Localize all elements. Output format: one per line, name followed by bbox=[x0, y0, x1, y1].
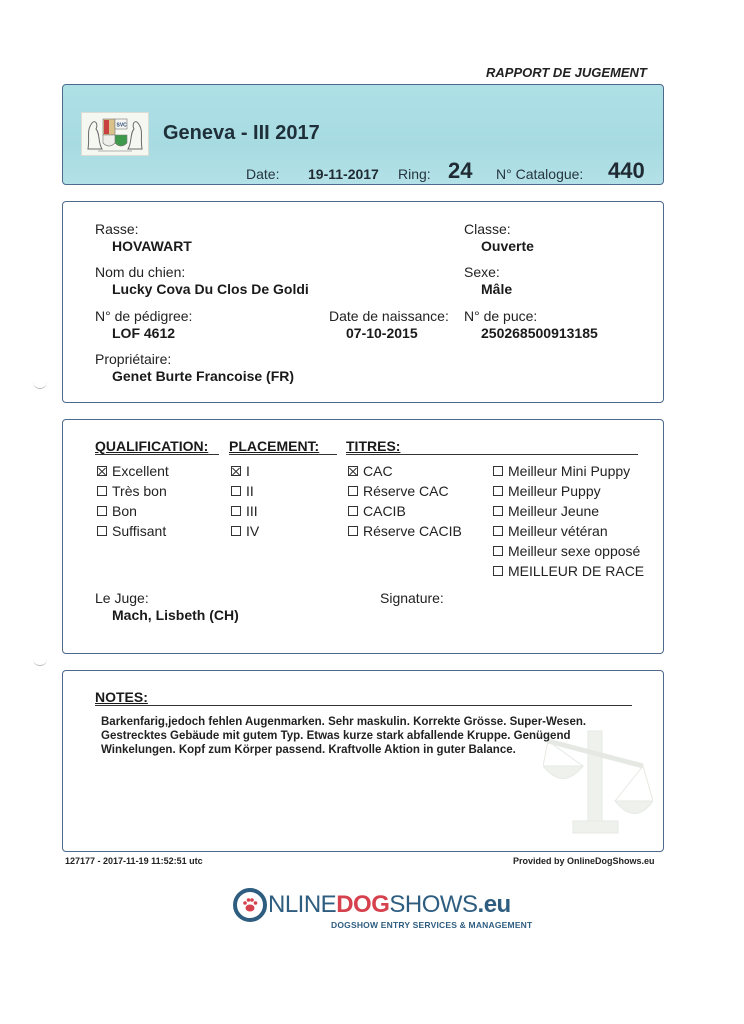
title-option[interactable]: Réserve CAC bbox=[348, 481, 462, 501]
qualification-option[interactable]: Très bon bbox=[97, 481, 169, 501]
coat-of-arms-icon bbox=[82, 113, 148, 155]
checkbox[interactable] bbox=[493, 526, 503, 536]
checkbox-checked[interactable] bbox=[97, 466, 107, 476]
punch-hole bbox=[33, 657, 47, 666]
qualification-option[interactable]: Bon bbox=[97, 501, 169, 521]
notes-rule bbox=[95, 705, 632, 706]
title-option[interactable]: Meilleur Jeune bbox=[493, 501, 644, 521]
dog-info-panel bbox=[62, 201, 664, 403]
notes-panel bbox=[62, 670, 664, 852]
checkbox[interactable] bbox=[493, 466, 503, 476]
logo-text: SVC bbox=[116, 122, 127, 129]
title-option[interactable]: Meilleur Mini Puppy bbox=[493, 461, 644, 481]
judging-panel bbox=[62, 419, 664, 654]
show-title: Geneva - III 2017 bbox=[163, 122, 320, 144]
checkbox-checked[interactable] bbox=[348, 466, 358, 476]
chip-label: N° de puce: bbox=[464, 308, 538, 324]
placement-rule bbox=[229, 454, 337, 455]
judge-value: Mach, Lisbeth (CH) bbox=[112, 607, 239, 623]
show-header bbox=[62, 84, 664, 185]
titles-list-right bbox=[493, 461, 644, 581]
checkbox[interactable] bbox=[231, 486, 241, 496]
qualification-rule bbox=[95, 454, 219, 455]
title-option[interactable]: MEILLEUR DE RACE bbox=[493, 561, 644, 581]
checkbox[interactable] bbox=[97, 506, 107, 516]
sex-value: Mâle bbox=[481, 281, 513, 297]
judge-label: Le Juge: bbox=[95, 590, 149, 606]
birth-date-value: 07-10-2015 bbox=[346, 325, 418, 341]
sex-label: Sexe: bbox=[464, 264, 500, 280]
title-option[interactable]: Meilleur Puppy bbox=[493, 481, 644, 501]
placement-heading: PLACEMENT: bbox=[229, 438, 320, 454]
title-option[interactable]: CAC bbox=[348, 461, 462, 481]
qualification-option[interactable]: Excellent bbox=[97, 461, 169, 481]
class-label: Classe: bbox=[464, 221, 511, 237]
checkbox-checked[interactable] bbox=[231, 466, 241, 476]
brand-name: NLINEDOGSHOWS.eu bbox=[268, 891, 511, 918]
placement-list bbox=[231, 461, 259, 541]
punch-hole bbox=[33, 380, 47, 389]
club-logo bbox=[81, 112, 149, 156]
notes-text: Barkenfarig,jedoch fehlen Augenmarken. Sehr maskulin. Korrekte Grösse. Super-Wesen. Gestrecktes Gebäude mit gutem Typ. Etwas kurze stark abfallende Kruppe. Genügend Winkelungen. Kopf zum Körper passend. Kraftvolle Aktion in guter Balance. bbox=[101, 716, 587, 756]
owner-value: Genet Burte Francoise (FR) bbox=[112, 368, 295, 384]
checkbox[interactable] bbox=[231, 506, 241, 516]
chip-value: 250268500913185 bbox=[481, 325, 598, 341]
qualification-heading: QUALIFICATION: bbox=[95, 438, 209, 454]
placement-option[interactable]: I bbox=[231, 461, 259, 481]
class-value: Ouverte bbox=[481, 238, 534, 254]
ring-value: 24 bbox=[448, 158, 473, 183]
owner-label: Propriétaire: bbox=[95, 351, 172, 367]
checkbox[interactable] bbox=[493, 506, 503, 516]
paw-icon bbox=[233, 888, 267, 922]
checkbox[interactable] bbox=[97, 526, 107, 536]
title-option[interactable]: Meilleur sexe opposé bbox=[493, 541, 644, 561]
breed-value: HOVAWART bbox=[112, 238, 192, 254]
checkbox[interactable] bbox=[348, 486, 358, 496]
checkbox[interactable] bbox=[348, 506, 358, 516]
title-option[interactable]: Meilleur vétéran bbox=[493, 521, 644, 541]
title-option[interactable]: CACIB bbox=[348, 501, 462, 521]
qualification-list bbox=[97, 461, 169, 541]
placement-option[interactable]: IV bbox=[231, 521, 259, 541]
checkbox[interactable] bbox=[493, 546, 503, 556]
pedigree-label: N° de pédigree: bbox=[95, 308, 193, 324]
checkbox[interactable] bbox=[493, 486, 503, 496]
dog-name-value: Lucky Cova Du Clos De Goldi bbox=[112, 281, 309, 297]
breed-label: Rasse: bbox=[95, 221, 139, 237]
titles-rule bbox=[346, 454, 638, 455]
titles-list-left bbox=[348, 461, 462, 541]
checkbox[interactable] bbox=[493, 566, 503, 576]
pedigree-value: LOF 4612 bbox=[112, 325, 176, 341]
birth-date-label: Date de naissance: bbox=[329, 308, 449, 324]
placement-option[interactable]: III bbox=[231, 501, 259, 521]
checkbox[interactable] bbox=[231, 526, 241, 536]
date-label: Date: bbox=[246, 166, 280, 182]
ring-label: Ring: bbox=[398, 166, 431, 182]
date-value: 19-11-2017 bbox=[308, 166, 379, 182]
brand-logo bbox=[233, 888, 532, 930]
catalogue-label: N° Catalogue: bbox=[496, 166, 584, 182]
signature-label: Signature: bbox=[380, 590, 444, 606]
report-title: RAPPORT DE JUGEMENT bbox=[486, 65, 647, 80]
catalogue-value: 440 bbox=[608, 158, 645, 183]
notes-heading: NOTES: bbox=[95, 689, 148, 705]
checkbox[interactable] bbox=[97, 486, 107, 496]
report-id-timestamp: 127177 - 2017-11-19 11:52:51 utc bbox=[65, 856, 203, 866]
dog-name-label: Nom du chien: bbox=[95, 264, 186, 280]
placement-option[interactable]: II bbox=[231, 481, 259, 501]
qualification-option[interactable]: Suffisant bbox=[97, 521, 169, 541]
brand-tagline: DOGSHOW ENTRY SERVICES & MANAGEMENT bbox=[331, 920, 533, 930]
checkbox[interactable] bbox=[348, 526, 358, 536]
titles-heading: TITRES: bbox=[346, 438, 401, 454]
title-option[interactable]: Réserve CACIB bbox=[348, 521, 462, 541]
provided-by: Provided by OnlineDogShows.eu bbox=[513, 856, 655, 866]
